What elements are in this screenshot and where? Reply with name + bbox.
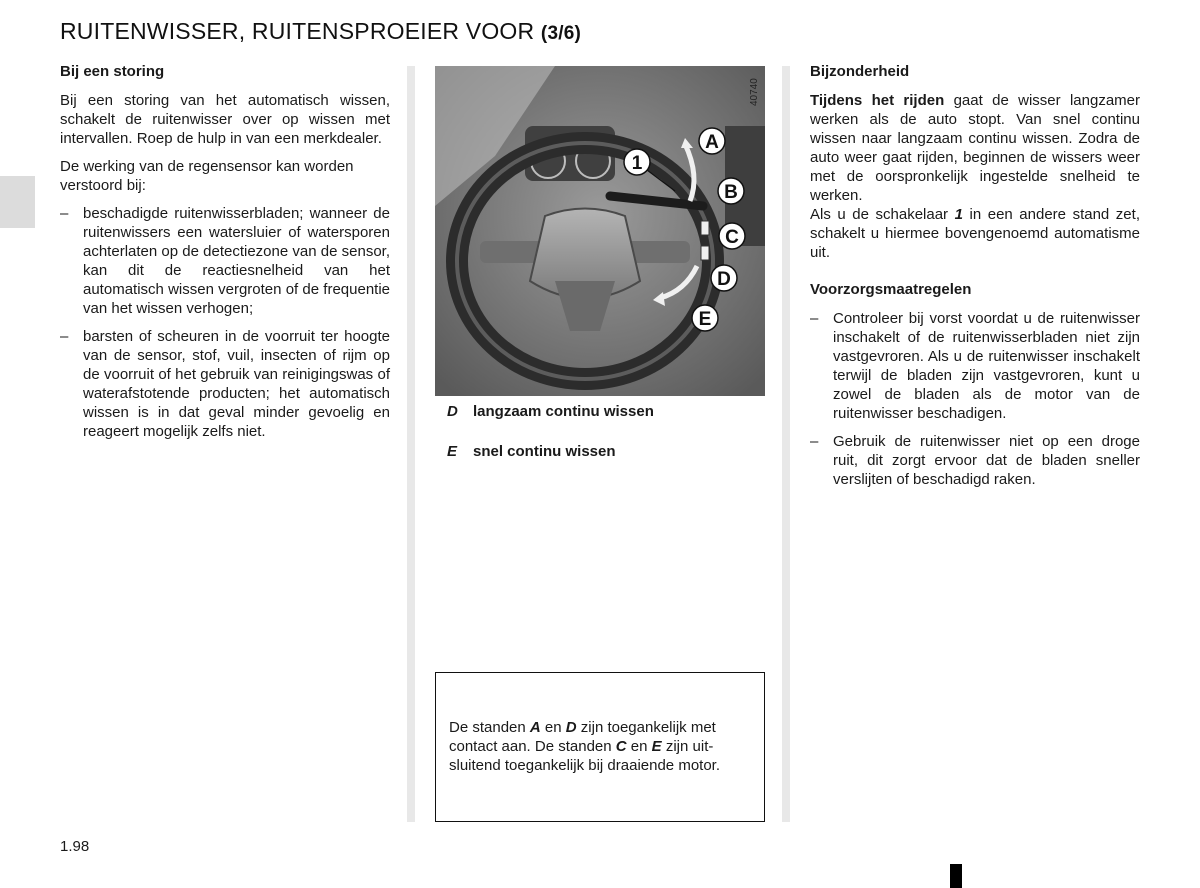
column-divider-left: [407, 66, 415, 822]
page-title-text: RUITENWISSER, RUITENSPROEIER VOOR: [60, 18, 535, 44]
caption-e: [447, 443, 616, 460]
page-number: 1.98: [60, 838, 90, 855]
note-box: [435, 672, 765, 822]
page-title: [60, 18, 581, 45]
page-title-suffix: (3/6): [540, 23, 581, 44]
switch-key: 1: [954, 206, 963, 223]
bullet-dash: –: [810, 433, 819, 450]
list-item: [60, 204, 390, 318]
note-text: en: [626, 738, 652, 755]
note-key: C: [615, 738, 627, 755]
callout-d-label: D: [717, 269, 731, 290]
note-key: E: [651, 738, 662, 755]
list-item: [810, 432, 1140, 489]
corner-mark: [950, 864, 962, 888]
note-text: De standen: [449, 719, 530, 736]
caption-key: D: [447, 403, 458, 420]
note-key: A: [529, 719, 541, 736]
bijzonderheid-lead: Tijdens het rijden: [810, 92, 945, 109]
callout-a: [699, 128, 725, 154]
figure-reference: 40740: [749, 78, 760, 106]
caption-d: [447, 403, 654, 420]
switch-text: Als u de schakelaar: [810, 206, 955, 223]
callout-1-label: 1: [631, 153, 643, 174]
voorzorg-list: [810, 309, 1140, 489]
sensor-intro-paragraph: De werking van de regensensor kan worden verstoord bij:: [60, 158, 354, 194]
list-item: [810, 309, 1140, 423]
callout-b-label: B: [724, 182, 738, 203]
note-key: D: [565, 719, 577, 736]
note-text: en: [540, 719, 566, 736]
right-column: [810, 62, 1140, 498]
caption-key: E: [447, 443, 458, 460]
storing-paragraph: Bij een storing van het automatisch wissen, schakelt de ruitenwisser over op wissen met intervallen. Roep de hulp in van een merkdealer.: [60, 92, 390, 147]
switch-paragraph: [810, 205, 1140, 262]
switch-text: in een andere stand zet, schakelt u hiermee bovengenoemd automatisme uit.: [810, 206, 1140, 261]
bullet-dash: –: [60, 328, 69, 345]
list-item-text: Controleer bij vorst voordat u de ruitenwisser inschakelt of de ruitenwisserbladen niet zijn vastgevroren. Als u de ruitenwisser inschakelt terwijl de bladen zijn vastgevroren, kunt u zowel de bladen als de motor van de ruitenwisser beschadigen.: [833, 310, 1140, 422]
chapter-tab: [0, 176, 35, 228]
note-text: zijn toegankelijk met contact aan. De standen: [449, 719, 716, 755]
storing-heading: Bij een storing: [60, 63, 165, 80]
bullet-dash: –: [810, 310, 819, 327]
callout-e-label: E: [698, 309, 712, 330]
steering-wheel-figure: [435, 66, 765, 396]
caption-text: langzaam continu wissen: [473, 403, 654, 420]
callout-d: [711, 265, 737, 291]
bijzonderheid-text: gaat de wisser langzamer werken als de auto stopt. Van snel continu wissen naar langzaam continu wissen. Zodra de auto weer gaat rijden, beginnen de wissers weer met de oorspronkelijk ingestelde snelheid te werken.: [810, 92, 1140, 204]
callout-c-label: C: [725, 227, 739, 248]
voorzorg-heading: Voorzorgsmaatregelen: [810, 281, 972, 298]
callout-a-label: A: [705, 132, 719, 153]
callout-e: [692, 305, 718, 331]
bijzonderheid-paragraph: [810, 91, 1140, 205]
callout-b: [718, 178, 744, 204]
callout-c: [719, 223, 745, 249]
position-marker-c: [701, 221, 709, 235]
list-item-text: barsten of scheuren in de voorruit ter hoogte van de sensor, stof, vuil, insecten of rijm op de voorruit of het gebruik van reinigingswas of waterafstotende producten; het automatisch wissen is in dat geval minder gevoelig en reageert mogelijk zelfs niet.: [83, 328, 390, 440]
caption-text: snel continu wissen: [473, 443, 616, 460]
note-text: zijn uitsluitend toegankelijk bij draaiende motor.: [449, 738, 721, 774]
list-item-text: beschadigde ruitenwisserbladen; wanneer de ruitenwissers een watersluier of watersporen achterlaten op de detectiezone van de sensor, kan dit de reactiesnelheid van het automatisch wissen vergroten of de frequentie van het wissen verhogen;: [83, 205, 390, 317]
left-column: [60, 62, 390, 450]
sensor-disturbance-list: [60, 204, 390, 441]
list-item: [60, 327, 390, 441]
position-marker-c2: [701, 246, 709, 260]
column-divider-right: [782, 66, 790, 822]
bijzonderheid-heading: Bijzonderheid: [810, 63, 910, 80]
bullet-dash: –: [60, 205, 69, 222]
list-item-text: Gebruik de ruitenwisser niet op een droge ruit, dit zorgt ervoor dat de bladen sneller verslijten of beschadigd raken.: [833, 433, 1140, 488]
